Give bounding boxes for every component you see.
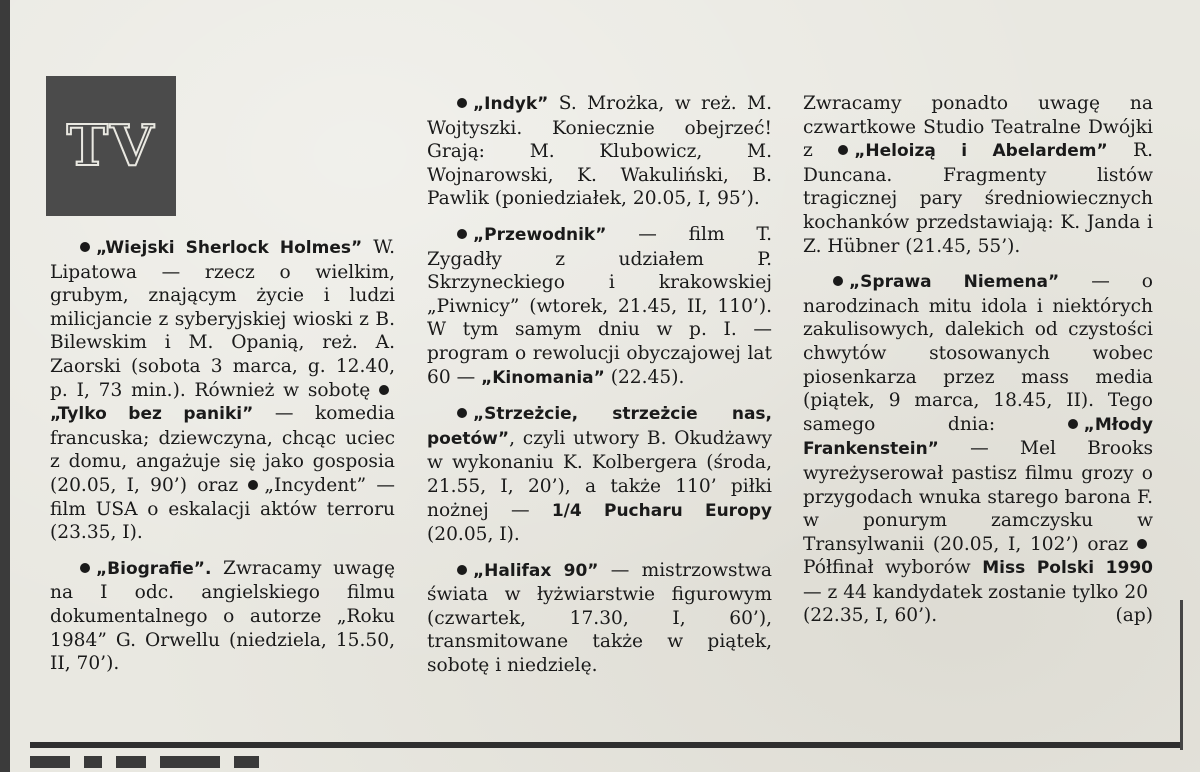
bullet-icon — [379, 385, 389, 395]
article-end-line — [803, 604, 1153, 628]
bullet-icon — [457, 565, 467, 575]
article-text: S. Mrożka, w reż. M. Wojtyszki. Koniecznie obejrzeć! Grają: M. Klubowicz, M. Wojnarowski, K. Wakuliński, B. Pawlik (poniedziałek, 20.05, I, 95’). — [427, 93, 772, 210]
bullet-icon — [457, 229, 467, 239]
bullet-icon — [457, 98, 467, 108]
next-article-fragment — [30, 756, 1180, 772]
article-text: „Incydent” — film USA o eskalacji aktów terroru (23.35, I). — [50, 474, 395, 544]
article-text: Zwracamy uwagę na I odc. angielskiego filmu dokumentalnego o autorze „Roku 1984” G. Orwellu (niedziela, 15.50, II, 70’). — [50, 557, 395, 675]
article-title: „Indyk” — [473, 94, 549, 114]
bullet-icon — [1137, 539, 1147, 549]
column-2 — [427, 92, 772, 690]
article-title: Miss Polski 1990 — [982, 558, 1153, 579]
article-przewodnik — [427, 223, 772, 390]
article-text: — o narodzinach mitu idola i niektórych zakulisowych, dalekich od czystości chwytów stosowanych wobec piosenkarza przez mass media (piątek, 9 marca, 18.45, II). Tego samego dnia: — [803, 271, 1153, 435]
author-signature: (ap) — [1115, 605, 1153, 627]
right-margin-rule — [1180, 600, 1183, 750]
article-title: „Młody Frankenstein” — [803, 414, 1153, 460]
article-title: „Halifax 90” — [473, 560, 599, 581]
article-text: — komedia francuska; dziewczyna, chcąc uciec z domu, angażuje się jako gosposia (20.05, I, 90’) oraz — [50, 403, 395, 496]
article-biografie — [50, 557, 395, 676]
article-sprawa-niemena — [803, 270, 1153, 604]
article-text: (20.05, I). — [427, 524, 520, 546]
article-text: R. Duncana. Fragmenty listów tragicznej pary średniowiecznych kochanków przedstawiają: K. Janda i Z. Hübner (21.45, 55’). — [803, 140, 1153, 257]
bullet-icon — [1068, 419, 1078, 429]
article-title: „Strzeżcie, strzeżcie nas, poetów” — [427, 404, 772, 449]
article-title: „Przewodnik” — [473, 224, 607, 245]
article-text: (22.35, I, 60’). — [803, 605, 938, 627]
article-indyk — [427, 92, 772, 211]
bottom-divider-rule — [30, 742, 1180, 748]
article-text: (22.45). — [604, 366, 685, 388]
article-text: — mistrzowstwa świata w łyżwiarstwie figurowym (czwartek, 17.30, I, 60’), transmitowane także w piątek, sobotę i niedzielę. — [427, 559, 772, 677]
tv-logo-text: TV — [66, 113, 156, 179]
article-title: „Heloizą i Abelardem” — [854, 141, 1108, 162]
column-1 — [50, 236, 395, 688]
article-halifax — [427, 559, 772, 678]
article-text: Zwracamy ponadto uwagę na czwartkowe Studio Teatralne Dwójki z — [803, 93, 1153, 162]
bullet-icon — [833, 276, 843, 286]
article-title: „Biografie”. — [96, 558, 212, 579]
article-title: 1/4 Pucharu Europy — [551, 500, 772, 521]
article-title: „Kinomania” — [481, 367, 605, 388]
article-text: W. Lipatowa — rzecz o wielkim, grubym, znającym życie i ludzi milicjancie z syberyjskiej wioski z B. Bilewskim i M. Opanią, reż. A. Zaorski (sobota 3 marca, g. 12.40, p. I, 73 min.). Również w sobotę — [50, 237, 395, 401]
article-text: , czyli utwory B. Okudżawy w wykonaniu K. Kolbergera (środa, 21.55, I, 20’), a także 110’ piłki nożnej — — [427, 427, 772, 521]
article-title: „Tylko bez paniki” — [50, 404, 254, 425]
article-title: „Wiejski Sherlock Holmes” — [96, 238, 363, 258]
bullet-icon — [838, 145, 848, 155]
bullet-icon — [457, 408, 467, 418]
left-margin-rule — [0, 0, 10, 772]
article-text: Półfinał wyborów — [803, 557, 983, 579]
bullet-icon — [80, 563, 90, 573]
article-text: — Mel Brooks wyreżyserował pastisz filmu grozy o przygodach wnuka starego barona F. w ponurym zamczysku w Transylwanii (20.05, I, 102’) oraz — [803, 438, 1153, 555]
bullet-icon — [248, 480, 258, 490]
article-strzezcie — [427, 402, 772, 547]
article-title: „Sprawa Niemena” — [849, 272, 1060, 293]
column-3 — [803, 92, 1153, 628]
tv-section-logo — [46, 76, 176, 216]
article-heloiza — [803, 92, 1153, 258]
article-wiejski-sherlock — [50, 236, 395, 545]
article-text: — film T. Zygadły z udziałem P. Skrzyneckiego i krakowskiej „Piwnicy” (wtorek, 21.45, II, 110’). W tym samym dniu w p. I. — program o rewolucji obyczajowej lat 60 — — [427, 223, 772, 388]
article-text: — z 44 kandydatek zostanie tylko 20 — [803, 581, 1149, 603]
bullet-icon — [80, 242, 90, 252]
